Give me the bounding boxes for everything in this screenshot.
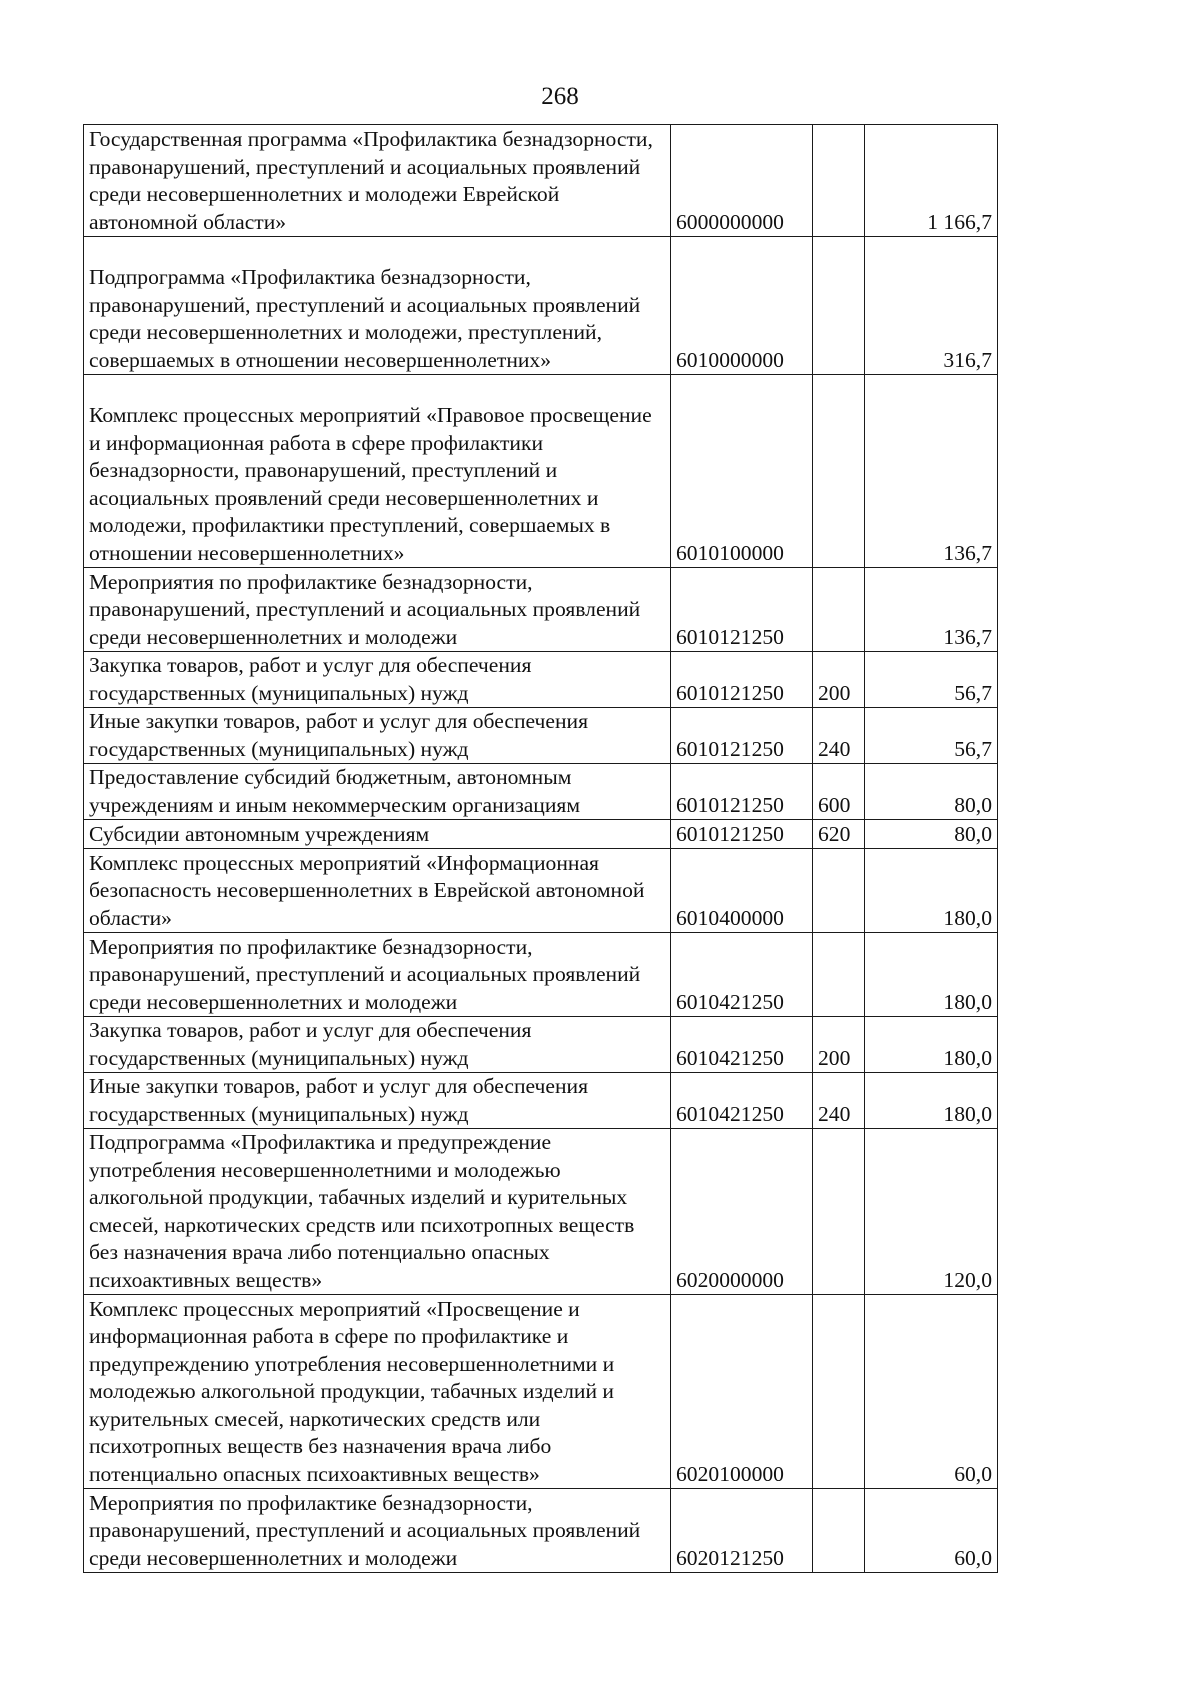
- table-row: [84, 375, 998, 568]
- row-type: 240: [813, 708, 865, 764]
- row-name: Комплекс процессных мероприятий «Информационная безопасность несовершеннолетних в Еврейской автономной области»: [84, 849, 671, 933]
- row-type: 600: [813, 764, 865, 820]
- row-name: Подпрограмма «Профилактика и предупреждение употребления несовершеннолетними и молодежью алкогольной продукции, табачных изделий и курительных смесей, наркотических средств или психотропных веществ без назначения врача либо потенциально опасных психоактивных веществ»: [84, 1129, 671, 1295]
- row-sum: 120,0: [865, 1129, 998, 1295]
- row-code: 6020000000: [671, 1129, 813, 1295]
- table-row: [84, 125, 998, 237]
- row-code: 6010421250: [671, 1017, 813, 1073]
- row-type: 200: [813, 1017, 865, 1073]
- row-type: [813, 375, 865, 568]
- row-code: 6020121250: [671, 1489, 813, 1573]
- row-code: 6020100000: [671, 1295, 813, 1489]
- row-sum: 56,7: [865, 652, 998, 708]
- row-sum: 136,7: [865, 568, 998, 652]
- table-row: [84, 708, 998, 764]
- row-type: [813, 1129, 865, 1295]
- row-name: Субсидии автономным учреждениям: [84, 820, 671, 849]
- row-sum: 56,7: [865, 708, 998, 764]
- row-sum: 80,0: [865, 764, 998, 820]
- row-type: [813, 568, 865, 652]
- row-name: Мероприятия по профилактике безнадзорности, правонарушений, преступлений и асоциальных проявлений среди несовершеннолетних и молодежи: [84, 933, 671, 1017]
- table-row: [84, 820, 998, 849]
- row-type: [813, 1489, 865, 1573]
- row-type: [813, 1295, 865, 1489]
- row-name: Мероприятия по профилактике безнадзорности, правонарушений, преступлений и асоциальных проявлений среди несовершеннолетних и молодежи: [84, 1489, 671, 1573]
- row-sum: 1 166,7: [865, 125, 998, 237]
- table-row: [84, 1295, 998, 1489]
- row-sum: 180,0: [865, 1073, 998, 1129]
- row-sum: 316,7: [865, 237, 998, 375]
- table-row: [84, 933, 998, 1017]
- row-code: 6010100000: [671, 375, 813, 568]
- row-code: 6010421250: [671, 933, 813, 1017]
- row-name: Закупка товаров, работ и услуг для обеспечения государственных (муниципальных) нужд: [84, 652, 671, 708]
- table-row: [84, 1489, 998, 1573]
- row-name: Комплекс процессных мероприятий «Просвещение и информационная работа в сфере по профилактике и предупреждению употребления несовершеннолетними и молодежью алкогольной продукции, табачных изделий и курительных смесей, наркотических средств или психотропных веществ без назначения врача либо потенциально опасных психоактивных веществ»: [84, 1295, 671, 1489]
- table-row: [84, 764, 998, 820]
- row-name: Иные закупки товаров, работ и услуг для обеспечения государственных (муниципальных) нужд: [84, 708, 671, 764]
- row-type: [813, 237, 865, 375]
- table-row: [84, 237, 998, 375]
- row-sum: 60,0: [865, 1489, 998, 1573]
- budget-table: [83, 124, 998, 1573]
- row-type: 620: [813, 820, 865, 849]
- row-code: 6010421250: [671, 1073, 813, 1129]
- row-code: 6010400000: [671, 849, 813, 933]
- table-row: [84, 849, 998, 933]
- row-name: Предоставление субсидий бюджетным, автономным учреждениям и иным некоммерческим организациям: [84, 764, 671, 820]
- row-type: 240: [813, 1073, 865, 1129]
- row-sum: 60,0: [865, 1295, 998, 1489]
- table-row: [84, 1073, 998, 1129]
- row-sum: 136,7: [865, 375, 998, 568]
- page-number: 268: [541, 83, 579, 110]
- table-row: [84, 1017, 998, 1073]
- row-name: Комплекс процессных мероприятий «Правовое просвещение и информационная работа в сфере профилактики безнадзорности, правонарушений, преступлений и асоциальных проявлений среди несовершеннолетних и молодежи, профилактики преступлений, совершаемых в отношении несовершеннолетних»: [84, 375, 671, 568]
- row-sum: 180,0: [865, 849, 998, 933]
- row-name: Государственная программа «Профилактика безнадзорности, правонарушений, преступлений и асоциальных проявлений среди несовершеннолетних и молодежи Еврейской автономной области»: [84, 125, 671, 237]
- row-sum: 80,0: [865, 820, 998, 849]
- row-code: 6010121250: [671, 820, 813, 849]
- row-name: Мероприятия по профилактике безнадзорности, правонарушений, преступлений и асоциальных проявлений среди несовершеннолетних и молодежи: [84, 568, 671, 652]
- row-type: [813, 849, 865, 933]
- table-row: [84, 652, 998, 708]
- row-name: Иные закупки товаров, работ и услуг для обеспечения государственных (муниципальных) нужд: [84, 1073, 671, 1129]
- row-type: [813, 125, 865, 237]
- row-code: 6010121250: [671, 708, 813, 764]
- row-code: 6000000000: [671, 125, 813, 237]
- table-row: [84, 1129, 998, 1295]
- row-name: Закупка товаров, работ и услуг для обеспечения государственных (муниципальных) нужд: [84, 1017, 671, 1073]
- row-code: 6010121250: [671, 568, 813, 652]
- table-row: [84, 568, 998, 652]
- row-code: 6010000000: [671, 237, 813, 375]
- row-type: 200: [813, 652, 865, 708]
- row-sum: 180,0: [865, 933, 998, 1017]
- row-sum: 180,0: [865, 1017, 998, 1073]
- row-name: Подпрограмма «Профилактика безнадзорности, правонарушений, преступлений и асоциальных проявлений среди несовершеннолетних и молодежи, преступлений, совершаемых в отношении несовершеннолетних»: [84, 237, 671, 375]
- row-code: 6010121250: [671, 652, 813, 708]
- row-code: 6010121250: [671, 764, 813, 820]
- row-type: [813, 933, 865, 1017]
